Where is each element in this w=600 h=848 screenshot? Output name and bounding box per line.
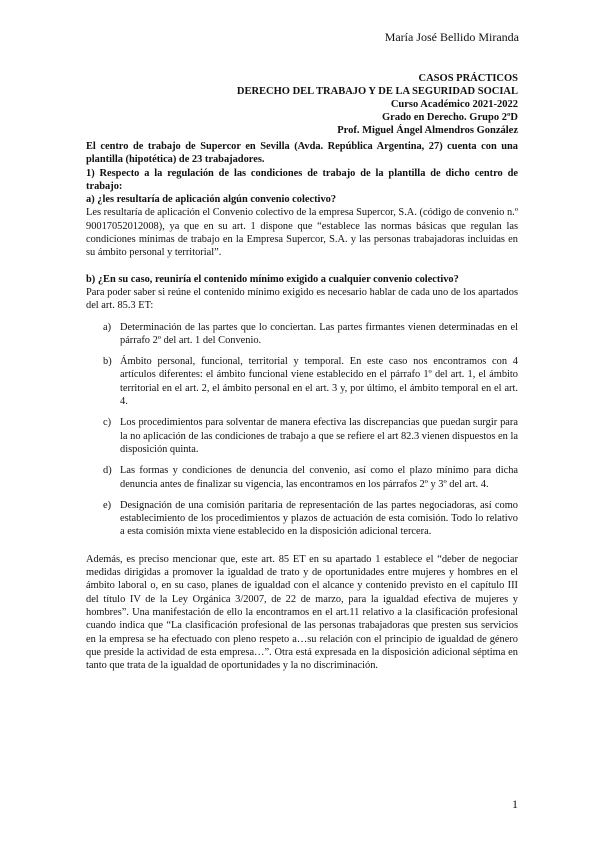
header-block [237,72,518,137]
question-b-heading: b) ¿En su caso, reuniría el contenido mínimo exigido a cualquier convenio colectivo? [86,273,459,285]
question-a-heading: a) ¿les resultaría de aplicación algún convenio colectivo? [86,194,337,206]
list-item: b) Ámbito personal, funcional, territorial y temporal. En este caso nos encontramos con 4 artículos diferentes: el ámbito funcional viene establecido en el párrafo 1º del art. 1, el ámbito territorial en el art. 2, el ámbito personal en el art. 3 y, por último, el ámbito temporal en el art. 4. [103,356,518,408]
answer-a-paragraph: Les resultaría de aplicación el Convenio colectivo de la empresa Supercor, S.A. (código de convenio n.º 90017052012008), ya que en su art. 1 dispone que “establece las normas básicas que regulan las condiciones mínimas de trabajo en la Empresa Supercor, S.A. y las personas trabajadoras incluidas en su ámbito personal y territorial”. [86,207,518,259]
list-item: c) Los procedimientos para solventar de manera efectiva las discrepancias que puedan surgir para la no aplicación de las condiciones de trabajo a que se refiere el art 82.3 vienen dispuestos en la disposición quinta. [103,417,518,455]
header-title-line2: DERECHO DEL TRABAJO Y DE LA SEGURIDAD SOCIAL [236,86,518,97]
page-number: 1 [512,797,518,811]
intro-paragraph: El centro de trabajo de Supercor en Sevilla (Avda. República Argentina, 27) cuenta con una plantilla (hipotética) de 23 trabajadores. [86,141,518,166]
header-professor: Prof. Miguel Ángel Almendros González [337,125,518,136]
closing-paragraph: Además, es preciso mencionar que, este art. 85 ET en su apartado 1 establece el “deber de negociar medidas dirigidas a promover la igualdad de trato y de oportunidades entre mujeres y hombres en el ámbito laboral o, en su caso, planes de igualdad con el alcance y contenido previsto en el capítulo III del título IV de la Ley Orgánica 3/2007, de 22 de marzo, para la igualdad efectiva de mujeres y hombres”. Una manifestación de ello la encontramos en el art.11 relativo a la clasificación profesional cuando indica que “La clasificación profesional de las personas trabajadoras que presten sus servicios en la empresa se ha efectuado con pleno respeto a…su relación con el principio de igualdad de género que preside la actividad de esta empresa…”. Otra está expresada en la disposición adicional séptima en tanto que trata de la igualdad de oportunidades y la no discriminación. [86,553,518,672]
answer-b-intro: Para poder saber si reúne el contenido mínimo exigido es necesario hablar de cada uno de los apartados del art. 85.3 ET: [86,286,518,312]
author-name: María José Bellido Miranda [384,30,519,44]
document-body [86,140,518,672]
section-1-heading: 1) Respecto a la regulación de las condiciones de trabajo de la plantilla de dicho centro de trabajo: [86,167,518,192]
list-item: e) Designación de una comisión paritaria de representación de las partes negociadoras, así como establecimiento de los procedimientos y plazos de actuación de esta comisión. Todo lo relativo a esta comisión mixta viene establecido en la disposición adicional tercera. [103,499,518,538]
list-item: a) Determinación de las partes que lo conciertan. Las partes firmantes vienen determinadas en el párrafo 2º del art. 1 del Convenio. [103,321,518,346]
list-item: d) Las formas y condiciones de denuncia del convenio, así como el plazo mínimo para dicha denuncia antes de finalizar su vigencia, las encontramos en los párrafos 2º y 3º del art. 4. [103,465,518,490]
content-items-list [86,321,518,539]
header-course: Curso Académico 2021-2022 [390,99,518,110]
header-title-line1: CASOS PRÁCTICOS [418,73,518,84]
header-grade: Grado en Derecho. Grupo 2ºD [382,112,518,123]
